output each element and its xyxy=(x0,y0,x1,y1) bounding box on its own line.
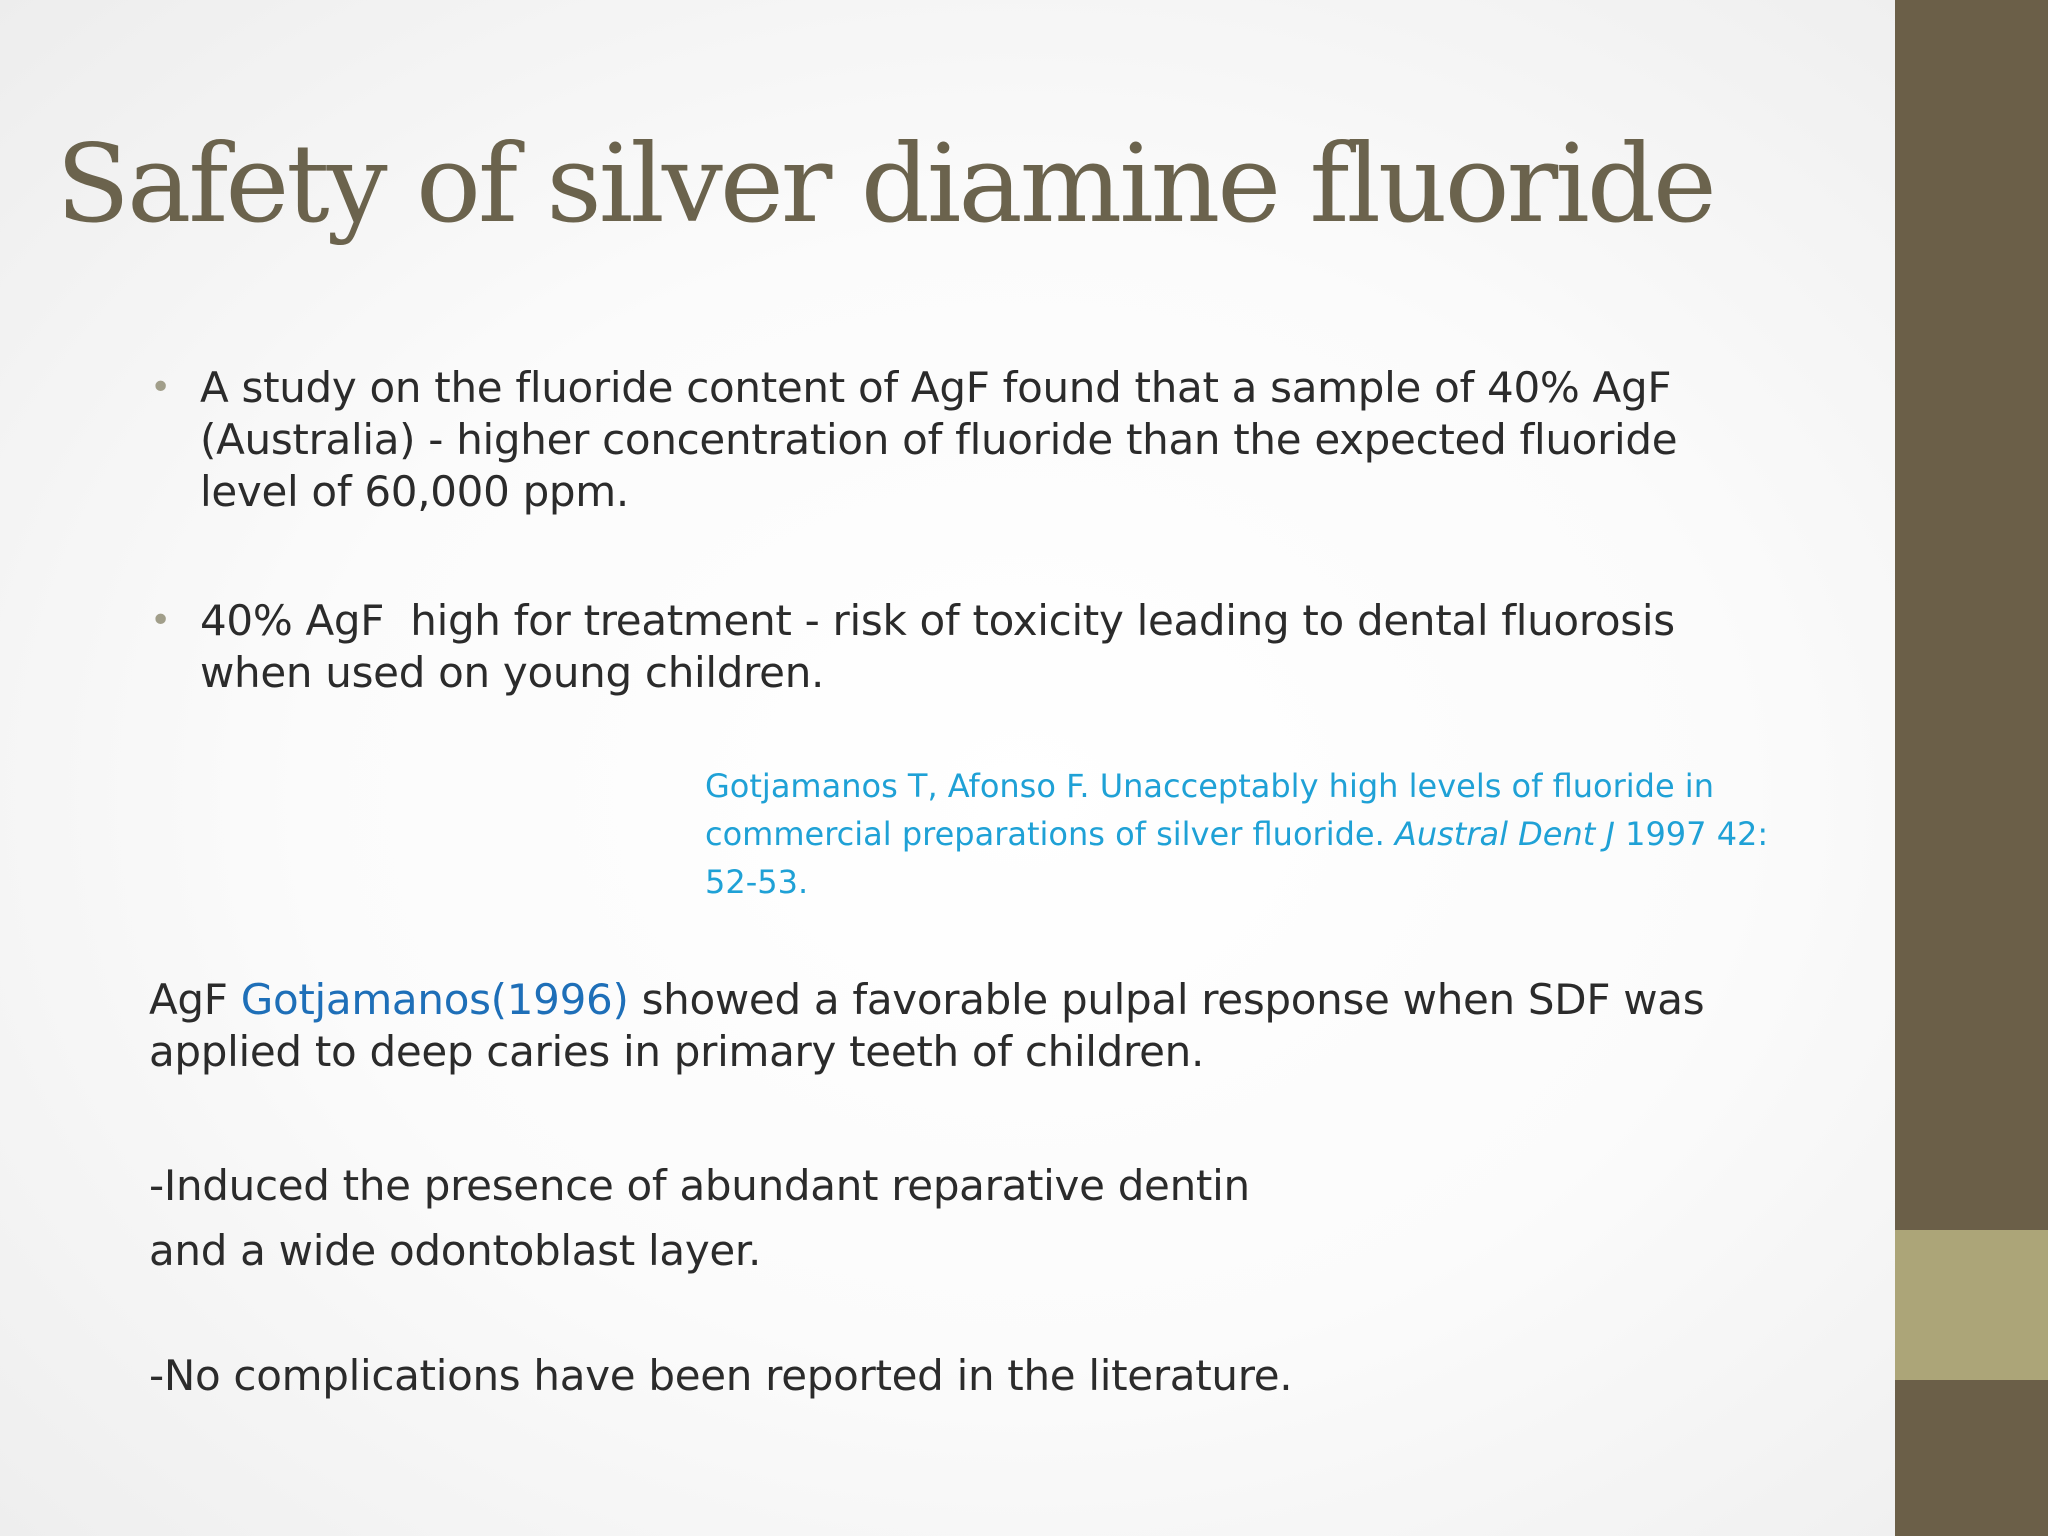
citation-line: Gotjamanos T, Afonso F. Unacceptably high levels of fluoride in xyxy=(705,767,1714,805)
bullet-list xyxy=(146,362,1786,776)
bullet-line: level of 60,000 ppm. xyxy=(200,467,629,516)
bullet-line: 40% AgF high for treatment - risk of toxicity leading to dental fluorosis xyxy=(200,596,1675,645)
paragraph-reparative-dentin xyxy=(149,1153,1250,1283)
bullet-line: (Australia) - higher concentration of fluoride than the expected fluoride xyxy=(200,415,1678,464)
slide-title: Safety of silver diamine fluoride xyxy=(56,122,1714,247)
paragraph-pulpal-response xyxy=(149,974,1704,1078)
citation-line: commercial preparations of silver fluoride. xyxy=(705,815,1395,853)
bullet-dot-icon: • xyxy=(150,367,171,408)
bullet-item xyxy=(146,362,1786,518)
bullet-item xyxy=(146,595,1786,699)
bullet-line: when used on young children. xyxy=(200,648,825,697)
bullet-line: A study on the fluoride content of AgF found that a sample of 40% AgF xyxy=(200,363,1672,412)
bullet-dot-icon: • xyxy=(150,600,171,641)
paragraph-text: AgF xyxy=(149,975,241,1024)
sidebar-accent-decoration xyxy=(1895,1230,2048,1380)
paragraph-text: -Induced the presence of abundant reparative dentin xyxy=(149,1161,1250,1210)
paragraph-text: showed a favorable pulpal response when SDF was xyxy=(628,975,1705,1024)
paragraph-text: and a wide odontoblast layer. xyxy=(149,1226,762,1275)
citation-line: 1997 42: xyxy=(1614,815,1769,853)
reference-link[interactable]: Gotjamanos(1996) xyxy=(240,975,629,1024)
paragraph-text: applied to deep caries in primary teeth of children. xyxy=(149,1027,1204,1076)
paragraph-no-complications: -No complications have been reported in the literature. xyxy=(149,1351,1293,1400)
citation-line: 52-53. xyxy=(705,863,809,901)
citation-journal: Austral Dent J xyxy=(1394,815,1615,853)
citation xyxy=(705,762,1795,906)
